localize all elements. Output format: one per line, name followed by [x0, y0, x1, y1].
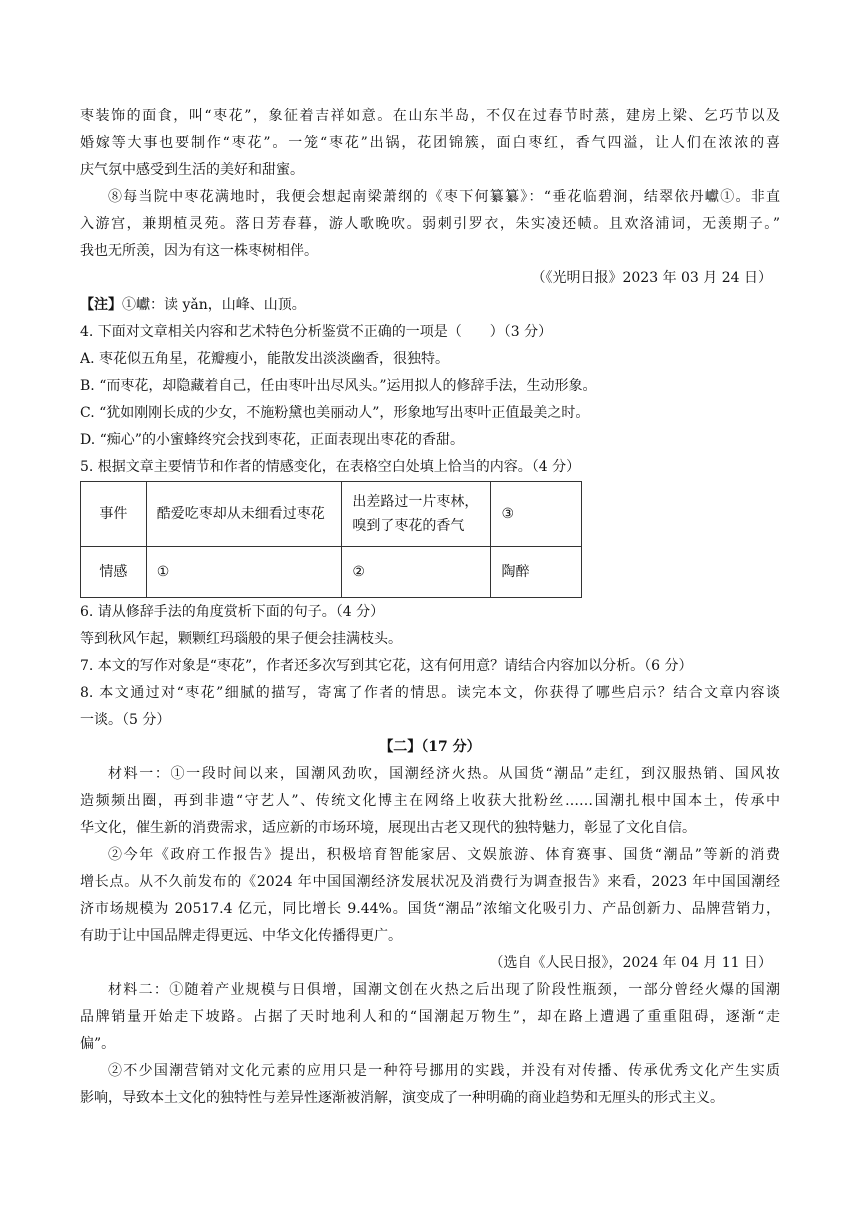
- text-line: 材料二：①随着产业规模与日俱增，国潮文创在火热之后出现了阶段性瓶颈，一部分曾经火爆的国潮: [108, 982, 780, 998]
- text-line: 品牌销量开始走下坡路。占据了天时地利人和的“国潮起万物生”，却在路上遭遇了重重阻碍，逐渐“走: [80, 1009, 780, 1025]
- text-line: 华文化，催生新的消费需求，适应新的市场环境，展现出古老又现代的独特魅力，彰显了文化自信。: [80, 820, 696, 836]
- question-stem: 6. 请从修辞手法的角度赏析下面的句子。（4 分）: [80, 604, 385, 620]
- text-line: 我也无所羡，因为有这一株枣树相伴。: [80, 243, 318, 259]
- table-cell-blank: ②: [342, 547, 491, 598]
- material-2-para-2: [80, 1058, 780, 1112]
- table-cell-blank: ①: [146, 547, 342, 598]
- text-line: 枣装饰的面食，叫“枣花”，象征着吉祥如意。在山东半岛，不仅在过春节时蒸，建房上梁、乞巧节以及: [80, 108, 780, 124]
- quoted-sentence: 等到秋风乍起，颗颗红玛瑙般的果子便会挂满枝头。: [80, 631, 402, 647]
- question-8: [80, 680, 780, 734]
- table-header-cell: 事件: [81, 482, 147, 547]
- text-line: 影响，导致本土文化的独特性与差异性逐渐被消解，演变成了一种明确的商业趋势和无厘头的形式主义。: [80, 1090, 724, 1106]
- table-cell: 陶醉: [491, 547, 582, 598]
- option-c: C. “犹如刚刚长成的少女，不施粉黛也美丽动人”，形象地写出枣叶正值最美之时。: [80, 405, 590, 421]
- question-stem: 8. 本文通过对“枣花”细腻的描写，寄寓了作者的情思。读完本文，你获得了哪些启示？结合文章内容谈: [80, 685, 780, 701]
- text-line: 庆气氛中感受到生活的美好和甜蜜。: [80, 162, 304, 178]
- text-line: 入游宫，兼期植灵苑。落日芳春暮，游人歌晚吹。弱刺引罗衣，朱实凌还帻。且欢洛浦词，无羡期子。”: [80, 216, 780, 232]
- text-line: 造频频出圈，再到非遗“守艺人”、传统文化博主在网络上收获大批粉丝……国潮扎根中国本土，传承中: [80, 793, 780, 809]
- text-line: ⑧每当院中枣花满地时，我便会想起南梁萧纲的《枣下何纂纂》：“垂花临碧涧，结翠依丹巘①。非直: [108, 189, 780, 205]
- source-text: （选自《人民日报》，2024 年 04 月 11 日）: [489, 955, 772, 971]
- question-7: [80, 653, 780, 680]
- note-label: 【注】: [80, 297, 122, 313]
- question-6: [80, 599, 780, 653]
- source-citation: [80, 265, 780, 292]
- section-2-heading: [80, 734, 780, 761]
- text-line: 材料一：①一段时间以来，国潮风劲吹，国潮经济火热。从国货“潮品”走红，到汉服热销、国风妆: [108, 766, 780, 782]
- paragraph-8: [80, 184, 780, 265]
- table-cell-blank: ③: [491, 482, 582, 547]
- table-cell: 酷爱吃枣却从未细看过枣花: [146, 482, 342, 547]
- cell-line: 出差路过一片枣林，: [352, 494, 479, 510]
- answer-table: [80, 481, 582, 598]
- question-4: [80, 319, 780, 454]
- option-d: D. “痴心”的小蜜蜂终究会找到枣花，正面表现出枣花的香甜。: [80, 432, 464, 448]
- table-cell: [342, 482, 491, 547]
- text-line: 有助于让中国品牌走得更远、中华文化传播得更广。: [80, 928, 402, 944]
- material-1-para-2: [80, 842, 780, 950]
- option-a: A. 枣花似五角星，花瓣瘦小，能散发出淡淡幽香，很独特。: [80, 351, 450, 367]
- table-header-cell: 情感: [81, 547, 147, 598]
- option-b: B. “而枣花，却隐藏着自己，任由枣叶出尽风头。”运用拟人的修辞手法，生动形象。: [80, 378, 597, 394]
- material-1-para-1: [80, 761, 780, 842]
- text-line: ②不少国潮营销对文化元素的应用只是一种符号挪用的实践，并没有对传播、传承优秀文化产生实质: [108, 1063, 780, 1079]
- table-row-events: [81, 482, 582, 547]
- table-row-emotions: [81, 547, 582, 598]
- annotation-note: [80, 292, 780, 319]
- text-line: 增长点。从不久前发布的《2024 年中国国潮经济发展状况及消费行为调查报告》来看，2023 年中国国潮经: [80, 874, 780, 890]
- source-citation-2: [80, 950, 780, 977]
- paragraph-zaohua-food: [80, 103, 780, 184]
- section-title: 【二】（17 分）: [379, 739, 481, 755]
- question-5: [80, 454, 780, 481]
- question-stem: 4. 下面对文章相关内容和艺术特色分析鉴赏不正确的一项是（ ）（3 分）: [80, 324, 553, 340]
- text-line: 婚嫁等大事也要制作“枣花”。一笼“枣花”出锅，花团锦簇，面白枣红，香气四溢，让人们在浓浓的喜: [80, 135, 780, 151]
- text-line: 偏”。: [80, 1036, 116, 1052]
- material-2-para-1: [80, 977, 780, 1058]
- text-line: 济市场规模为 20517.4 亿元，同比增长 9.44%。国货“潮品”浓缩文化吸引力、产品创新力、品牌营销力，: [80, 901, 780, 917]
- note-text: ①巘：读 yǎn，山峰、山顶。: [122, 297, 306, 313]
- question-stem-cont: 一谈。（5 分）: [80, 712, 171, 728]
- question-stem: 5. 根据文章主要情节和作者的情感变化，在表格空白处填上恰当的内容。（4 分）: [80, 459, 581, 475]
- text-line: ②今年《政府工作报告》提出，积极培育智能家居、文娱旅游、体育赛事、国货“潮品”等新的消费: [108, 847, 780, 863]
- source-text: （《光明日报》2023 年 03 月 24 日）: [531, 270, 772, 286]
- cell-line: 嗅到了枣花的香气: [352, 518, 465, 534]
- question-stem: 7. 本文的写作对象是“枣花”，作者还多次写到其它花，这有何用意？请结合内容加以分析。（6 分）: [80, 658, 693, 674]
